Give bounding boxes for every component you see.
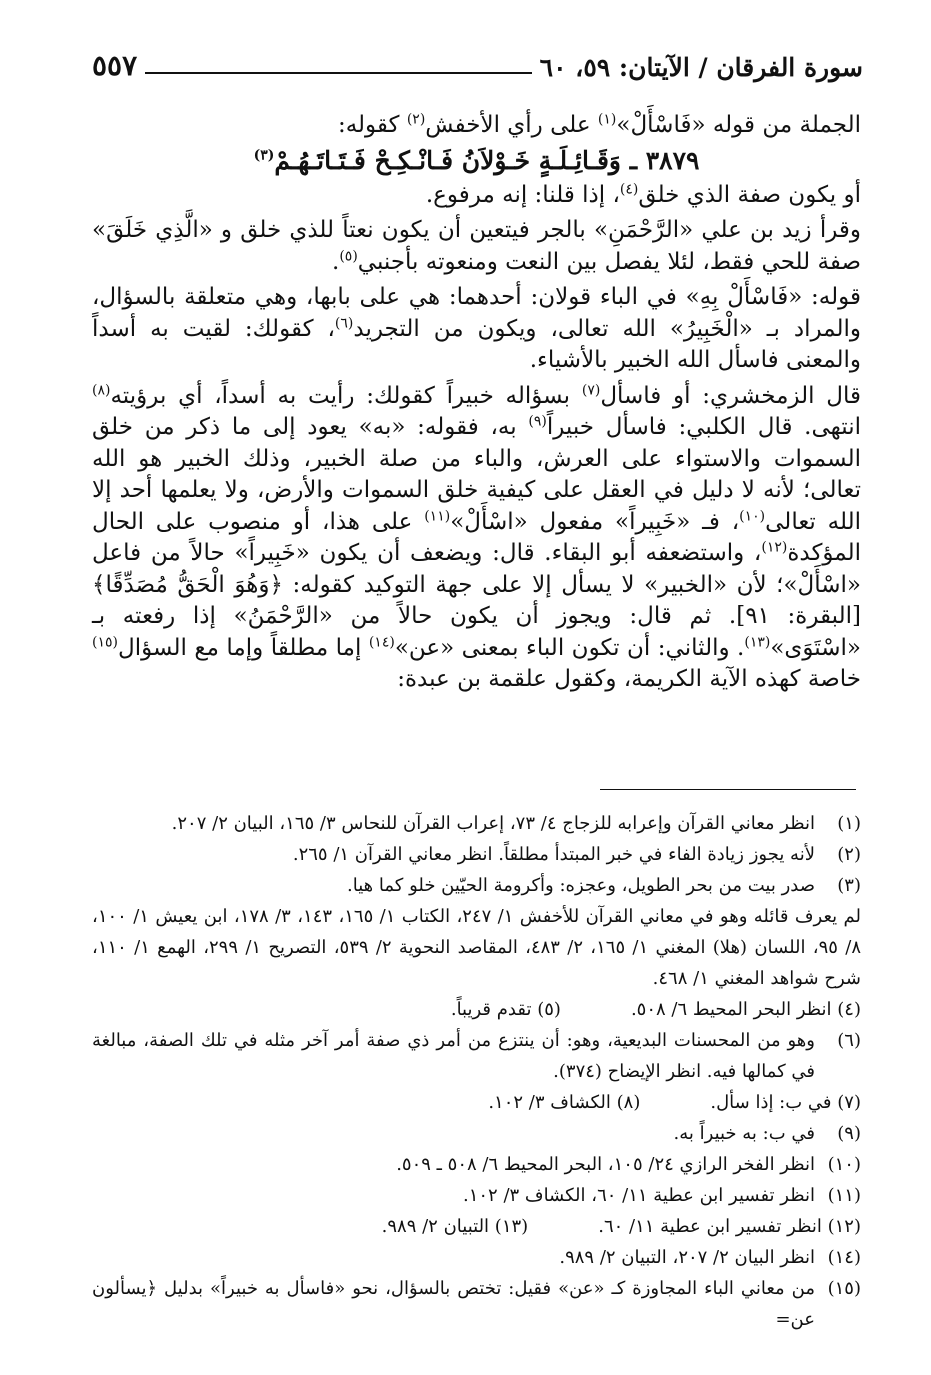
- footnote-text: وهو من المحسنات البديعية، وهو: أن ينتزع من أمر ذي صفة أمر آخر مثله في تلك الصفة، مبالغة في كمالها فيه. انظر الإيضاح (٣٧٤).: [92, 1030, 815, 1082]
- text-run: . والثاني: أن تكون الباء بمعنى «عن»: [394, 634, 745, 661]
- header-rule: [145, 72, 532, 74]
- footnote-number: (٧): [837, 1092, 861, 1113]
- footnote-text: انظر تفسير ابن عطية ١١/ ٦٠.: [598, 1216, 822, 1237]
- poetry-verse: [92, 142, 861, 180]
- text-run: ، كقولك: لقيت به أسداً والمعنى فاسأل الله الخبير بالأشياء.: [92, 315, 861, 373]
- footnote-number: (٣): [837, 875, 861, 896]
- footnote-text: صدر بيت من بحر الطويل، وعجزه: وأكرومة الحيّين خلو كما هيا.: [347, 875, 815, 896]
- footnote-ref: (١): [597, 111, 617, 128]
- footnote-ref: (٢): [406, 111, 426, 128]
- footnote-ref: (٣): [253, 147, 275, 164]
- paragraph-2: [92, 180, 861, 212]
- footnote-pair: [451, 994, 861, 1025]
- footnote-1: [92, 808, 861, 839]
- paragraph-3: [92, 215, 861, 278]
- text-run: الجملة من قوله «فَاسْأَلْ»: [616, 112, 861, 138]
- footnote-text: انظر الفخر الرازي ٢٤/ ١٠٥، البحر المحيط ٦/ ٥٠٨ ـ ٥٠٩.: [396, 1154, 815, 1175]
- footnote-ref: (٤): [619, 180, 639, 197]
- footnote-number: (١٢): [827, 1216, 861, 1237]
- text-run: انتهى. قال الكلبي: فاسأل خبيراً: [546, 414, 862, 440]
- footnote-ref: (٦): [334, 314, 354, 331]
- footnote-6: [92, 1025, 861, 1087]
- page-number: ٥٥٧: [92, 49, 138, 82]
- text-run: ، واستضعفه أبو البقاء. قال: ويضعف أن يكون «خَبِيراً» حالاً من فاعل «اسْأَلْ»؛ لأن «الخبير» لا يسأل إلا على جهة التوكيد كقوله: ﴿وَهُوَ الْحَقُّ مُصَدِّقًا﴾ [البقرة: ٩١]. ثم قال: ويجوز أن يكون حالاً من «الرَّحْمَنُ» إذا رفعته بـ «اسْتَوَى»: [92, 540, 861, 661]
- text-run: ، إذا قلنا: إنه مرفوع.: [425, 181, 620, 208]
- footnote-separator: [600, 789, 856, 790]
- text-run: قال الزمخشري: أو فاسأل: [600, 382, 861, 409]
- footnote-text: لأنه يجوز زيادة الفاء في خبر المبتدأ مطلقاً. انظر معاني القرآن ١/ ٢٦٥.: [292, 844, 815, 865]
- footnote-ref: (١٣): [744, 633, 771, 650]
- text-run: على رأي الأخفش: [425, 112, 598, 138]
- footnote-3-continuation: [92, 901, 861, 994]
- footnote-text: انظر معاني القرآن وإعرابه للزجاج ٤/ ٧٣، إعراب القرآن للنحاس ٣/ ١٦٥، البيان ٢/ ٢٠٧.: [171, 813, 815, 834]
- footnote-10: [92, 1149, 861, 1180]
- footnote-number: (١١): [827, 1185, 861, 1206]
- footnote-text: لم يعرف قائله وهو في معاني القرآن للأخفش ١/ ٢٤٧، الكتاب ١/ ١٦٥، ١٤٣، ٣/ ١٧٨، ابن يعيش ١/ ١٠٠، ٨/ ٩٥، اللسان (هلا) المغني ١/ ١٦٥، ٢/ ٤٨٣، المقاصد النحوية ٢/ ٥٣٩، التصريح ١/ ٢٩٩، الهمع ١/ ١١٠، شرح شواهد المغني ١/ ٤٦٨.: [92, 906, 862, 989]
- footnote-ref: (١٠): [739, 507, 766, 524]
- paragraph-5: [92, 381, 861, 696]
- footnote-ref: (١٤): [368, 633, 395, 650]
- text-run: خاصة كهذه الآية الكريمة، وكقول علقمة بن عبدة:: [397, 666, 861, 692]
- footnote-9: [92, 1118, 861, 1149]
- text-run: أو يكون صفة الذي خلق: [638, 181, 861, 208]
- footnotes: [92, 808, 861, 1335]
- footnote-number: (١٥): [827, 1278, 861, 1299]
- footnote-number: (١٠): [827, 1154, 861, 1175]
- text-run: به، فقوله: «به» يعود إلى ما ذكر من خلق السموات والاستواء على العرش، والباء من صلة الخبير، وذلك الخبير هو الله تعالى؛ لأنه لا دليل في العقل على كيفية خلق السموات والأرض، ولا يعلمها أحد إلا الله تعالى: [92, 414, 861, 535]
- footnote-14: [92, 1242, 861, 1273]
- footnote-number: (١٤): [827, 1247, 861, 1268]
- verse-text: ٣٨٧٩ ـ وَقَـائِـلَـةٍ خَـوْلاَنُ فَـانْـكِـحْ فَـتَـاتَـهُـمْ: [274, 145, 700, 175]
- footnote-number: (١٣): [494, 1216, 529, 1237]
- footnote-ref: (٧): [581, 381, 601, 398]
- footnote-4-5: [92, 994, 861, 1025]
- footnote-text: انظر البيان ٢/ ٢٠٧، التبيان ٢/ ٩٨٩.: [559, 1247, 815, 1268]
- footnote-ref: (٨): [92, 381, 111, 398]
- running-title: سورة الفرقان / الآيتان: ٥٩، ٦٠: [539, 53, 863, 82]
- paragraph-4: [92, 282, 861, 377]
- text-run: قوله: «فَاسْأَلْ بِهِ» في الباء قولان: أحدهما: هي على بابها، وهي متعلقة بالسؤال، والمراد بـ «الْخَبِيرُ» الله تعالى، ويكون من التجريد: [92, 284, 861, 342]
- footnote-ref: (١٢): [761, 539, 788, 556]
- footnote-11: [92, 1180, 861, 1211]
- footnote-number: (٢): [837, 844, 861, 865]
- footnote-text: في ب: به خبيراً به.: [673, 1123, 815, 1144]
- footnote-ref: (٩): [528, 413, 547, 430]
- text-run: كقوله:: [337, 112, 407, 138]
- footnote-2: [92, 839, 861, 870]
- footnote-15: [92, 1273, 861, 1335]
- footnote-number: (٨): [616, 1092, 641, 1113]
- footnote-text: انظر تفسير ابن عطية ١١/ ٦٠، الكشاف ٣/ ١٠٢.: [462, 1185, 815, 1206]
- footnote-pair: [488, 1087, 861, 1118]
- text-run: .: [332, 248, 340, 275]
- footnote-number: (٩): [837, 1123, 861, 1144]
- footnote-number: (٥): [537, 999, 561, 1020]
- paragraph-1: [92, 110, 861, 142]
- footnote-ref: (٥): [339, 247, 358, 264]
- footnote-number: (٦): [837, 1030, 861, 1051]
- footnote-text: الكشاف ٣/ ١٠٢.: [488, 1092, 611, 1113]
- text-run: إما مطلقاً وإما مع السؤال: [117, 634, 369, 661]
- main-text: [92, 110, 861, 696]
- footnote-text: في ب: إذا سأل.: [710, 1092, 832, 1113]
- footnote-text: من معاني الباء المجاوزة كـ «عن» فقيل: تختص بالسؤال، نحو «فاسأل به خبيراً» بدليل ﴿يسألون عن=: [92, 1278, 815, 1330]
- footnote-text: انظر البحر المحيط ٦/ ٥٠٨.: [630, 999, 832, 1020]
- footnote-7-8: [92, 1087, 861, 1118]
- footnote-ref: (١٥): [92, 633, 118, 650]
- footnote-text: التبيان ٢/ ٩٨٩.: [381, 1216, 490, 1237]
- text-run: على هذا، أو منصوب على الحال المؤكدة: [92, 508, 861, 566]
- footnote-pair: [382, 1211, 861, 1242]
- text-run: ، فـ «خَبِيراً» مفعول «اسْأَلْ»: [450, 508, 740, 535]
- text-run: وقرأ زيد بن علي «الرَّحْمَنِ» بالجر فيتعين أن يكون نعتاً للذي خلق و «الَّذِي خَلَقَ» صفة للحي فقط، لئلا يفصل بين النعت ومنعوته بأجنبي: [92, 217, 861, 275]
- footnote-number: (١): [837, 813, 861, 834]
- footnote-3: [92, 870, 861, 901]
- footnote-12-13: [92, 1211, 861, 1242]
- footnote-ref: (١١): [424, 507, 451, 524]
- footnote-number: (٤): [837, 999, 861, 1020]
- footnote-text: تقدم قريباً.: [450, 999, 532, 1020]
- page-header: [92, 36, 863, 80]
- text-run: بسؤاله خبيراً كقولك: رأيت به أسداً، أي برؤيته: [110, 382, 582, 409]
